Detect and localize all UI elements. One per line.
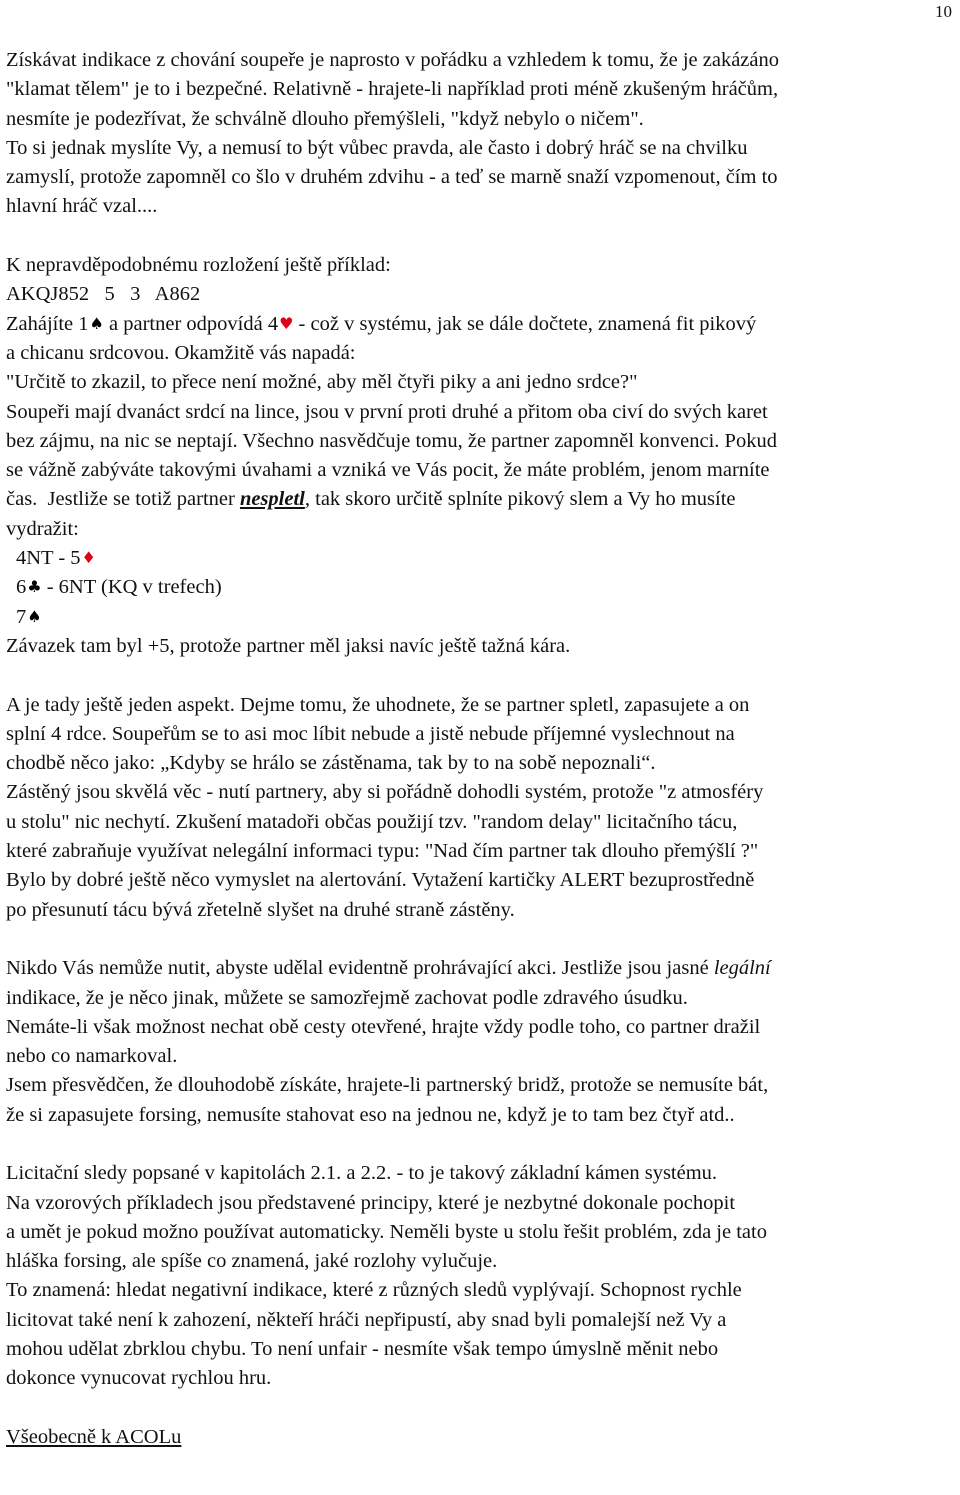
emphasis-nespletl: nespletl: [239, 488, 305, 511]
text-line: To znamená: hledat negativní indikace, které z různých sledů vyplývají. Schopnost rychle: [6, 1279, 742, 1302]
paragraph-gap: [6, 222, 950, 251]
text-line: chodbě něco jako: „Kdyby se hrálo se zástěnama, tak by to na sobě nepoznali“.: [6, 752, 656, 775]
text-line: Nemáte-li však možnost nechat obě cesty otevřené, hrajte vždy podle toho, co partner dražil: [6, 1015, 761, 1038]
text-line: Licitační sledy popsané v kapitolách 2.1. a 2.2. - to je takový základní kámen systému.: [6, 1162, 718, 1185]
text-line: "klamat tělem" je to i bezpečné. Relativně - hrajete-li například proti méně zkušeným hráčům,: [6, 78, 779, 101]
text-span: čas. Jestliže se totiž partner: [6, 488, 240, 511]
text-line: Bylo by dobré ještě něco vymyslet na alertování. Vytažení kartičky ALERT bezuprostředně: [6, 869, 755, 892]
text-line: a umět je pokud možno používat automaticky. Neměli byste u stolu řešit problém, zda je tato: [6, 1220, 767, 1243]
text-line: "Určitě to zkazil, to přece není možné, aby měl čtyři piky a ani jedno srdce?": [6, 371, 638, 394]
document-body: [6, 46, 950, 1452]
text-line: [6, 954, 950, 983]
text-line: nesmíte je podezřívat, že schválně dlouho přemýšleli, "když nebylo o ničem".: [6, 107, 644, 130]
text-line: Jsem přesvědčen, že dlouhodobě získáte, hrajete-li partnerský bridž, protože se nemusíte bát,: [6, 1074, 769, 1097]
text-span: a partner odpovídá 4: [103, 312, 279, 335]
text-line: K nepravděpodobnému rozložení ještě příklad:: [6, 254, 391, 277]
text-line: To si jednak myslíte Vy, a nemusí to být vůbec pravda, ale často i dobrý hráč se na chvilku: [6, 136, 748, 159]
text-line: [6, 310, 950, 339]
text-span: Nikdo Vás nemůže nutit, abyste udělal evidentně prohrávající akci. Jestliže jsou jasné: [6, 957, 714, 980]
text-line: nebo co namarkoval.: [6, 1045, 178, 1068]
text-line: Na vzorových příkladech jsou představené principy, které je nezbytné dokonale pochopit: [6, 1191, 736, 1214]
paragraph-gap: [6, 925, 950, 954]
diamond-icon: ♦: [81, 548, 96, 568]
text-line: se vážně zabýváte takovými úvahami a vzniká ve Vás pocit, že máte problém, jenom marníte: [6, 459, 770, 482]
text-line: splní 4 rdce. Soupeřům se to asi moc líbit nebude a jistě nebude příjemné vyslechnout na: [6, 722, 735, 745]
section-heading: Všeobecně k ACOLu: [6, 1425, 182, 1448]
bidding-line: [6, 573, 950, 602]
bid-text: 4NT - 5: [16, 547, 81, 570]
paragraph-gap: [6, 661, 950, 690]
spade-icon: ♠: [89, 313, 104, 333]
page-number: 10: [935, 2, 952, 21]
text-line: bez zájmu, na nic se neptají. Všechno nasvědčuje tomu, že partner zapomněl konvenci. Pokud: [6, 429, 777, 452]
bid-text: 6: [16, 576, 27, 599]
text-line: u stolu" nic nechytí. Zkušení matadoři občas použijí tzv. "random delay" licitačního tácu,: [6, 810, 738, 833]
paragraph-gap: [6, 1130, 950, 1159]
text-line: vydražit:: [6, 517, 79, 540]
club-icon: ♣: [27, 577, 42, 597]
text-line: po přesunutí tácu bývá zřetelně slyšet na druhé straně zástěny.: [6, 898, 515, 921]
bidding-line: [6, 603, 950, 632]
text-line: licitovat také není k zahození, někteří hráči nepřipustí, aby snad byli pomalejší než Vy a: [6, 1308, 727, 1331]
text-line: hláška forsing, ale spíše co znamená, jaké rozlohy vylučuje.: [6, 1250, 498, 1273]
text-line: Závazek tam byl +5, protože partner měl jaksi navíc ještě tažná kára.: [6, 634, 571, 657]
bid-text: 7: [16, 605, 27, 628]
spade-icon: ♠: [27, 606, 42, 626]
heart-icon: ♥: [279, 313, 294, 333]
emphasis-legalni: legální: [713, 957, 771, 980]
text-line: Soupeři mají dvanáct srdcí na lince, jsou v první proti druhé a přitom oba civí do svých karet: [6, 400, 768, 423]
text-line: které zabraňuje využívat nelegální informaci typu: "Nad čím partner tak dlouho přemýšlí ?": [6, 840, 759, 863]
text-line: že si zapasujete forsing, nemusíte stahovat eso na jednou ne, když je to tam bez čtyř atd..: [6, 1103, 735, 1126]
text-line: A je tady ještě jeden aspekt. Dejme tomu, že uhodnete, že se partner spletl, zapasujete a on: [6, 693, 750, 716]
text-line: [6, 485, 950, 514]
text-line: Získávat indikace z chování soupeře je naprosto v pořádku a vzhledem k tomu, že je zakázáno: [6, 49, 780, 71]
text-span: Zahájíte 1: [6, 312, 89, 335]
text-line: mohou udělat zbrklou chybu. To není unfair - nesmíte však tempo úmyslně měnit nebo: [6, 1338, 719, 1361]
paragraph-gap: [6, 1394, 950, 1423]
text-span: , tak skoro určitě splníte pikový slem a Vy ho musíte: [304, 488, 736, 511]
bid-text: - 6NT (KQ v trefech): [41, 576, 222, 599]
text-line: hlavní hráč vzal....: [6, 195, 158, 218]
text-span: - což v systému, jak se dále dočtete, znamená fit pikový: [293, 312, 757, 335]
text-line: a chicanu srdcovou. Okamžitě vás napadá:: [6, 341, 356, 364]
text-line: indikace, že je něco jinak, můžete se samozřejmě zachovat podle zdravého úsudku.: [6, 986, 688, 1009]
hand-example: AKQJ852 5 3 A862: [6, 283, 201, 306]
bidding-line: [6, 544, 950, 573]
text-line: dokonce vynucovat rychlou hru.: [6, 1367, 272, 1390]
text-line: Zástěný jsou skvělá věc - nutí partnery, aby si pořádně dohodli systém, protože "z atmosféry: [6, 781, 764, 804]
text-line: zamyslí, protože zapomněl co šlo v druhém zdvihu - a teď se marně snaží vzpomenout, čím to: [6, 166, 778, 189]
